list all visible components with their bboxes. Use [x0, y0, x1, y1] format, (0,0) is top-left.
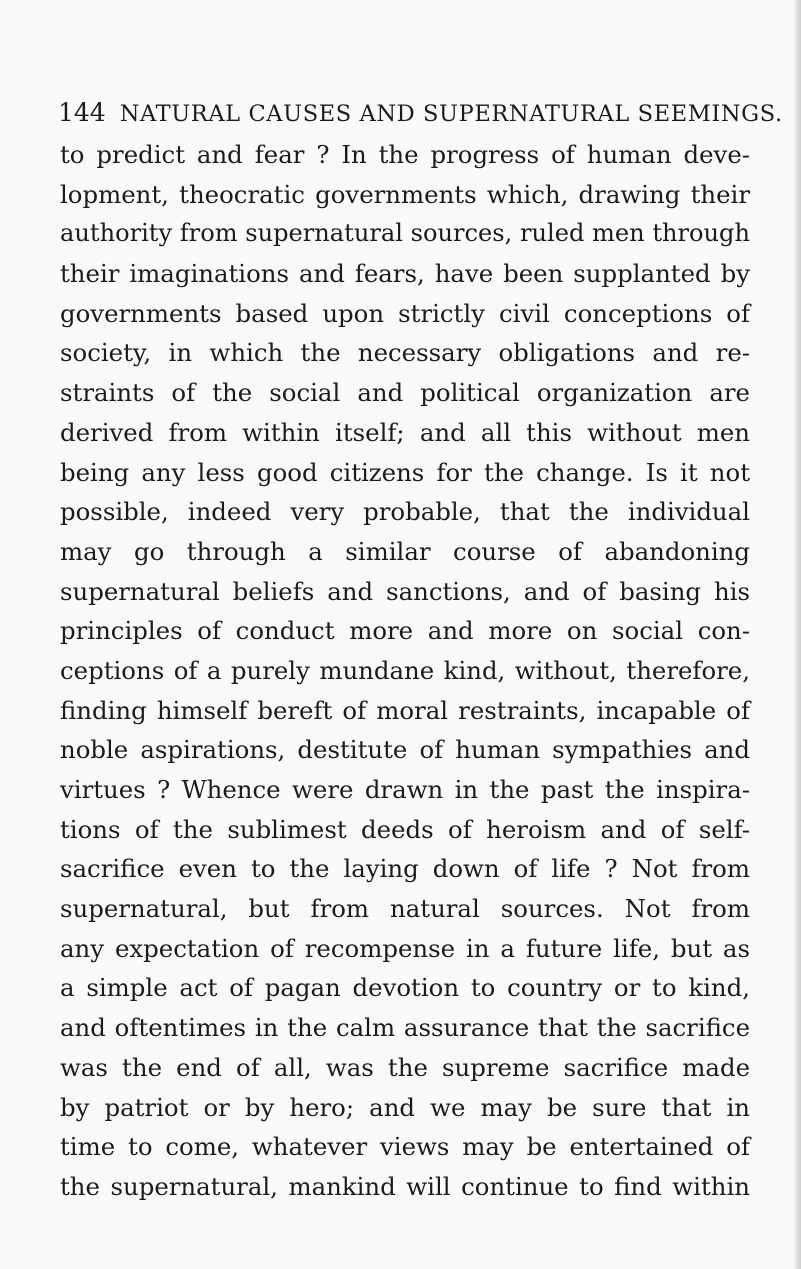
text-line: supernatural beliefs and sanctions, and of basing his: [60, 576, 750, 606]
text-line: possible, indeed very probable, that the individual: [60, 497, 750, 527]
text-line: tions of the sublimest deeds of heroism and of self-: [60, 814, 750, 844]
text-line: noble aspirations, destitute of human sympathies and: [60, 735, 750, 765]
running-title: NATURAL CAUSES AND SUPERNATURAL SEEMINGS.: [119, 101, 783, 127]
text-line: to predict and fear ? In the progress of human deve-: [60, 140, 750, 169]
text-line: any expectation of recompense in a future life, but as: [60, 933, 750, 963]
text-line: was the end of all, was the supreme sacrifice made: [60, 1052, 750, 1082]
text-line: by patriot or by hero; and we may be sure that in: [60, 1092, 750, 1122]
text-line: principles of conduct more and more on social con-: [60, 616, 750, 646]
running-header: [58, 98, 783, 129]
body-text: [60, 135, 750, 1207]
text-line: finding himself bereft of moral restraints, incapable of: [60, 695, 750, 725]
text-line: time to come, whatever views may be entertained of: [60, 1132, 750, 1162]
text-line: straints of the social and political organization are: [60, 378, 750, 408]
text-line: governments based upon strictly civil conceptions of: [60, 298, 750, 328]
text-line: and oftentimes in the calm assurance that the sacrifice: [60, 1013, 750, 1043]
text-line: derived from within itself; and all this without men: [60, 417, 750, 447]
text-line: may go through a similar course of abandoning: [60, 536, 750, 566]
page-edge-shadow: [793, 0, 801, 1269]
text-line: sacrifice even to the laying down of life ? Not from: [60, 854, 750, 884]
text-line: being any less good citizens for the change. Is it not: [60, 457, 750, 487]
text-line: supernatural, but from natural sources. Not from: [60, 894, 750, 924]
text-line: a simple act of pagan devotion to country or to kind,: [60, 973, 750, 1003]
text-line: lopment, theocratic governments which, drawing their: [60, 179, 750, 209]
text-line: their imaginations and fears, have been supplanted by: [60, 259, 750, 289]
text-line: the supernatural, mankind will continue to find within: [60, 1171, 750, 1201]
text-line: society, in which the necessary obligations and re-: [60, 338, 750, 368]
text-line: authority from supernatural sources, ruled men through: [60, 219, 751, 248]
page-number: 144: [58, 98, 106, 127]
text-line: virtues ? Whence were drawn in the past the inspira-: [60, 775, 750, 804]
text-line: ceptions of a purely mundane kind, without, therefore,: [60, 655, 750, 685]
